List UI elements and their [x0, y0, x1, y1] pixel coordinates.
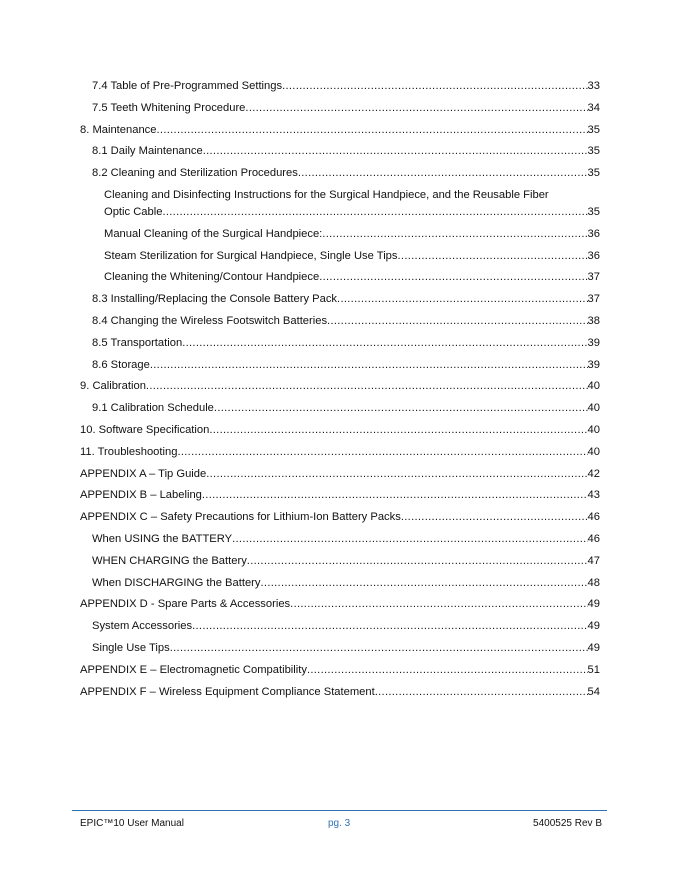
- toc-entry-page: 35: [587, 205, 600, 218]
- dot-leader: [319, 269, 587, 286]
- toc-entry[interactable]: [104, 248, 600, 265]
- toc-entry[interactable]: [80, 684, 600, 701]
- toc-entry[interactable]: [80, 422, 600, 439]
- toc-entry[interactable]: [104, 187, 600, 221]
- toc-entry-title: APPENDIX F – Wireless Equipment Compliance Statement: [80, 685, 375, 698]
- dot-leader: [282, 78, 587, 95]
- toc-entry-title: APPENDIX D - Spare Parts & Accessories: [80, 598, 291, 611]
- toc-entry-title: APPENDIX E – Electromagnetic Compatibility: [80, 663, 307, 676]
- dot-leader: [247, 553, 588, 570]
- toc-entry[interactable]: [92, 618, 600, 635]
- toc-entry-title: 10. Software Specification: [80, 423, 210, 436]
- toc-entry-page: 35: [587, 167, 600, 180]
- toc-entry-title: 9. Calibration: [80, 380, 146, 393]
- toc-entry-page: 36: [587, 249, 600, 262]
- toc-entry-page: 35: [587, 123, 600, 136]
- toc-entry-title: WHEN CHARGING the Battery: [92, 554, 247, 567]
- toc-entry-title: 8.3 Installing/Replacing the Console Battery Pack: [92, 293, 338, 306]
- dot-leader: [337, 291, 588, 308]
- toc-entry-page: 49: [587, 641, 600, 654]
- dot-leader: [261, 575, 588, 592]
- toc-entry-title: Manual Cleaning of the Surgical Handpiece:: [104, 227, 323, 240]
- toc-entry-page: 33: [587, 80, 600, 92]
- toc-entry-title: 8.4 Changing the Wireless Footswitch Batteries: [92, 314, 328, 327]
- dot-leader: [209, 422, 587, 439]
- toc-entry-title: APPENDIX B – Labeling: [80, 489, 202, 502]
- toc-entry[interactable]: [92, 553, 600, 570]
- dot-leader: [206, 466, 587, 483]
- toc-entry-title: When DISCHARGING the Battery: [92, 576, 261, 589]
- toc-entry-title: 8.2 Cleaning and Sterilization Procedures: [92, 167, 298, 180]
- dot-leader: [192, 618, 587, 635]
- toc-entry[interactable]: [92, 313, 600, 330]
- toc-entry[interactable]: [80, 378, 600, 395]
- dot-leader: [290, 596, 587, 613]
- toc-entry-page: 40: [587, 423, 600, 436]
- dot-leader: [327, 313, 588, 330]
- toc-entry[interactable]: [104, 269, 600, 286]
- toc-entry[interactable]: [92, 531, 600, 548]
- footer-divider: [72, 810, 607, 811]
- toc-entry-title: 8.5 Transportation: [92, 336, 183, 349]
- toc-entry-title: APPENDIX A – Tip Guide: [80, 467, 207, 480]
- dot-leader: [401, 509, 588, 526]
- toc-entry-page: 37: [587, 293, 600, 306]
- dot-leader: [182, 335, 587, 352]
- toc-entry-title: When USING the BATTERY: [92, 532, 233, 545]
- toc-entry-page: 42: [587, 467, 600, 480]
- toc-entry-title: 9.1 Calibration Schedule: [92, 402, 214, 415]
- toc-entry[interactable]: [92, 640, 600, 657]
- toc-entry-page: 34: [587, 101, 600, 114]
- toc-entry-title: 8. Maintenance: [80, 123, 157, 136]
- toc-entry-title: 8.1 Daily Maintenance: [92, 145, 203, 158]
- toc-entry-title: Steam Sterilization for Surgical Handpiece, Single Use Tips: [104, 249, 398, 262]
- toc-entry-page: 49: [587, 620, 600, 633]
- toc-entry[interactable]: [92, 78, 600, 95]
- toc-entry-page: 43: [587, 489, 600, 502]
- dot-leader: [232, 531, 587, 548]
- toc-entry-page: 49: [587, 598, 600, 611]
- toc-entry-title: System Accessories: [92, 620, 193, 633]
- toc-entry-page: 51: [587, 663, 600, 676]
- toc-entry-page: 40: [587, 402, 600, 415]
- dot-leader: [170, 640, 588, 657]
- toc-entry-title: Optic Cable: [104, 205, 163, 218]
- toc-entry-page: 48: [587, 576, 600, 589]
- toc-entry-title: 7.5 Teeth Whitening Procedure: [92, 101, 246, 114]
- toc-entry[interactable]: [80, 596, 600, 613]
- toc-entry-page: 40: [587, 380, 600, 393]
- toc-entry-page: 40: [587, 445, 600, 458]
- dot-leader: [162, 204, 587, 221]
- toc-entry[interactable]: [92, 335, 600, 352]
- toc-entry-page: 54: [587, 685, 600, 698]
- toc-entry[interactable]: [80, 487, 600, 504]
- toc-entry-title: Single Use Tips: [92, 641, 170, 654]
- dot-leader: [202, 487, 588, 504]
- toc-entry[interactable]: [92, 357, 600, 374]
- toc-entry-title: 11. Troubleshooting: [80, 445, 178, 458]
- toc-entry-page: 47: [587, 554, 600, 567]
- dot-leader: [214, 400, 588, 417]
- toc-entry[interactable]: [92, 143, 600, 160]
- toc-entry-page: 35: [587, 145, 600, 158]
- toc-entry-title-line1: Cleaning and Disinfecting Instructions for the Surgical Handpiece, and the Reusable Fiber: [104, 188, 549, 201]
- dot-leader: [307, 662, 588, 679]
- dot-leader: [322, 226, 587, 243]
- toc-entry-title: APPENDIX C – Safety Precautions for Lithium-Ion Battery Packs: [80, 511, 401, 524]
- toc-entry-title: 7.4 Table of Pre-Programmed Settings: [92, 80, 283, 92]
- toc-entry-title: 8.6 Storage: [92, 358, 150, 371]
- dot-leader: [298, 165, 588, 182]
- toc-entry-page: 39: [587, 336, 600, 349]
- dot-leader: [146, 378, 588, 395]
- toc-entry-page: 39: [587, 358, 600, 371]
- footer-page-number: pg. 3: [328, 818, 351, 829]
- dot-leader: [375, 684, 588, 701]
- toc-entry[interactable]: [92, 100, 600, 117]
- toc-entry-page: 46: [587, 532, 600, 545]
- table-of-contents: [0, 78, 680, 705]
- toc-entry-page: 36: [587, 227, 600, 240]
- toc-entry[interactable]: [80, 662, 600, 679]
- footer-document-number: 5400525 Rev B: [533, 818, 602, 829]
- toc-entry[interactable]: [92, 400, 600, 417]
- footer-manual-title: EPIC™10 User Manual: [80, 818, 184, 829]
- toc-entry[interactable]: [92, 291, 600, 308]
- toc-entry[interactable]: [80, 509, 600, 526]
- toc-entry-page: 38: [587, 314, 600, 327]
- dot-leader: [245, 100, 587, 117]
- toc-entry[interactable]: [80, 122, 600, 139]
- toc-entry[interactable]: [92, 165, 600, 182]
- toc-entry-page: 46: [587, 511, 600, 524]
- toc-entry[interactable]: [104, 226, 600, 243]
- dot-leader: [150, 357, 588, 374]
- toc-entry[interactable]: [92, 575, 600, 592]
- dot-leader: [398, 248, 588, 265]
- toc-entry-page: 37: [587, 271, 600, 284]
- toc-entry-title: Cleaning the Whitening/Contour Handpiece: [104, 271, 320, 284]
- dot-leader: [203, 143, 588, 160]
- toc-entry[interactable]: [80, 466, 600, 483]
- toc-entry[interactable]: [80, 444, 600, 461]
- dot-leader: [157, 122, 588, 139]
- dot-leader: [177, 444, 587, 461]
